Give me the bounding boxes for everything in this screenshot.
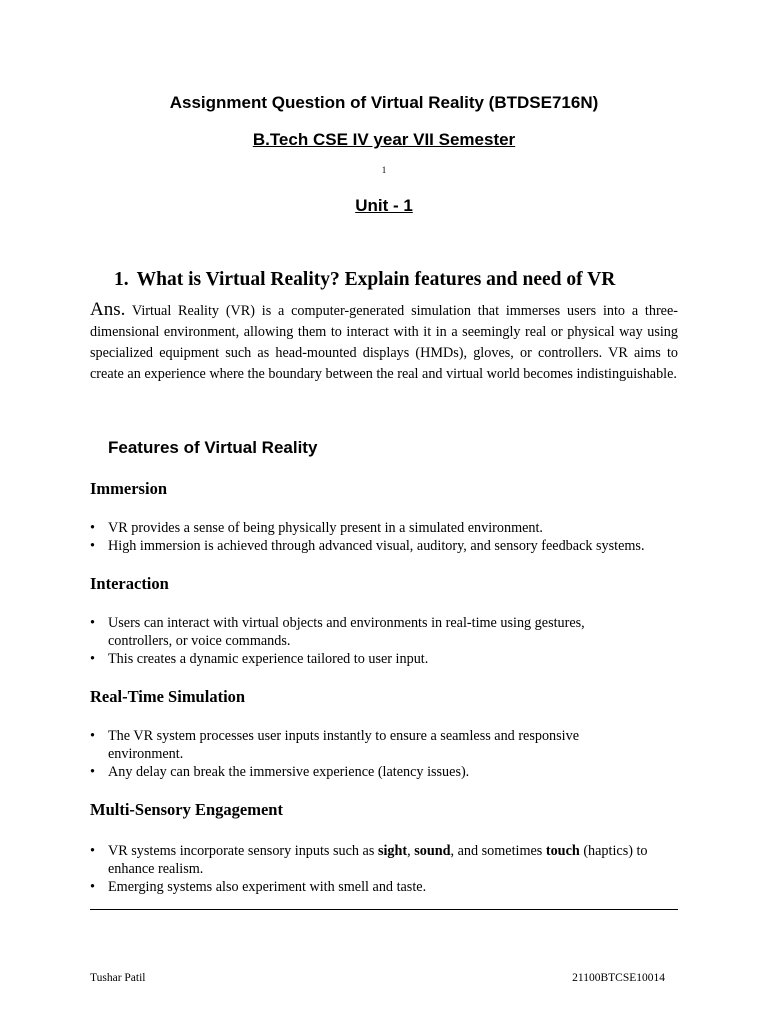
feature-heading: Interaction: [90, 574, 169, 593]
bullet-text: Users can interact with virtual objects and environments in real-time using gestures, controllers, or voice commands.: [108, 615, 585, 649]
feature-immersion: [90, 479, 690, 555]
emphasis-touch: touch: [545, 843, 580, 859]
bullet-icon: •: [90, 843, 95, 859]
list-item: [90, 878, 675, 896]
list-item: [90, 727, 630, 763]
bullet-text: VR provides a sense of being physically present in a simulated environment.: [108, 520, 543, 536]
list-item: [90, 614, 620, 650]
page-number: 1: [381, 165, 387, 175]
bullet-text: Any delay can break the immersive experience (latency issues).: [108, 764, 470, 780]
document-title: Assignment Question of Virtual Reality (BTDSE716N): [169, 93, 599, 112]
bullet-text: Emerging systems also experiment with smell and taste.: [108, 879, 427, 895]
bullet-text: VR systems incorporate sensory inputs such as: [108, 843, 378, 859]
footer-author: Tushar Patil: [90, 972, 146, 984]
bullet-icon: •: [90, 879, 95, 895]
question-text: What is Virtual Reality? Explain features and need of VR: [136, 269, 616, 290]
bullet-text: High immersion is achieved through advanced visual, auditory, and sensory feedback systems.: [108, 538, 645, 554]
features-heading: Features of Virtual Reality: [108, 438, 318, 457]
bullet-icon: •: [90, 615, 95, 631]
bullet-icon: •: [90, 538, 95, 554]
question-number: 1.: [114, 269, 129, 290]
question-heading: [114, 269, 615, 291]
list-item: [90, 537, 690, 555]
list-item: [90, 650, 620, 668]
bullet-text: This creates a dynamic experience tailored to user input.: [108, 651, 429, 667]
bullet-list: [90, 519, 690, 555]
bullet-list: [90, 614, 620, 668]
answer-text: Virtual Reality (VR) is a computer-generated simulation that immerses users into a three-dimensional environment, allowing them to interact with it in a seemingly real or physical way using specialized equipment such as head-mounted displays (HMDs), gloves, or controllers. VR aims to create an experience where the boundary between the real and virtual world becomes indistinguishable.: [90, 303, 678, 382]
list-item: [90, 519, 690, 537]
feature-heading: Immersion: [90, 479, 167, 498]
bullet-icon: •: [90, 728, 95, 744]
bullet-icon: •: [90, 651, 95, 667]
answer-label: Ans.: [90, 299, 126, 320]
list-item: [90, 763, 630, 781]
bullet-list: [90, 727, 630, 781]
bullet-icon: •: [90, 520, 95, 536]
bullet-text: The VR system processes user inputs instantly to ensure a seamless and responsive environment.: [108, 728, 579, 762]
feature-real-time-simulation: [90, 687, 690, 781]
footer-roll-number: 21100BTCSE10014: [572, 972, 665, 984]
bullet-text: , and sometimes: [450, 843, 546, 859]
feature-heading: Real-Time Simulation: [90, 687, 246, 706]
feature-interaction: [90, 574, 690, 668]
bullet-text: (haptics) to enhance realism.: [108, 843, 648, 877]
emphasis-sound: sound: [414, 843, 451, 859]
answer-paragraph: [90, 299, 678, 385]
divider: [90, 909, 678, 910]
unit-heading: Unit - 1: [355, 196, 413, 215]
feature-multi-sensory-engagement: [90, 800, 690, 896]
feature-heading: Multi-Sensory Engagement: [90, 800, 283, 819]
document-subtitle: B.Tech CSE IV year VII Semester: [252, 130, 516, 149]
emphasis-sight: sight: [377, 843, 408, 859]
list-item: [90, 842, 675, 878]
bullet-text: ,: [407, 843, 415, 859]
bullet-icon: •: [90, 764, 95, 780]
bullet-list: [90, 842, 675, 896]
